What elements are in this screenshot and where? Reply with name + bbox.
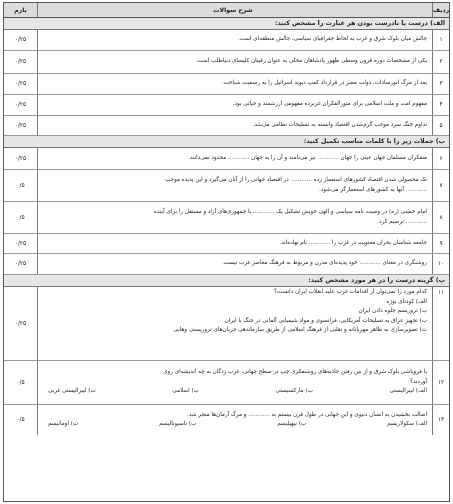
question-number: ۸ [432,202,449,233]
question-row [4,405,449,435]
header-row-number: ردیف [432,3,449,17]
question-number: ۱۰ [432,254,449,274]
statement: تداوم جنگ سرد موجب گرم‌شدن اقتصاد وابسته به تسلیحات نظامی می‌شد. [252,121,427,128]
question-text [37,30,432,50]
options [42,387,427,397]
statement: یکی از مشخصات دوره قرون وسطی ظهور پادشاهان محلی به عنوان رقیبان کلیسای دنیاطلب است. [195,58,427,65]
sentence-line: ............ ترسیم کرد. [377,218,427,225]
question-score: ۰/۲۵ [14,122,27,129]
option-c[interactable]: ب) اسلامی [172,388,199,395]
question-text [37,361,432,404]
question-number: ۱۳ [432,405,449,435]
question-score: ۰/۵ [16,182,25,189]
question-stem: با فروپاشی بلوک شرق و از بین رفتن جاذبه‌های روشنفکری چپ در سطح جهانی، غرب زدگان به چه اندیشه‌ای روی [163,369,427,376]
question-row [4,148,449,170]
question-text [37,287,432,360]
question-number: ۳ [432,74,449,94]
statement: بعد از مرگ انورسادات، دولت مصر در قرارداد کمپ دیوید اسرائیل را به رسمیت شناخت. [221,80,427,87]
option-d[interactable]: ت) تصویرسازی به ظاهر مهربانانه و نقلبی از فرهنگ اسلامی از طریق سازماندهی جریان‌های تروریستی وهابی [173,327,427,333]
question-row [4,361,449,405]
question-score: ۰/۲۵ [14,320,27,327]
sentence-line: ............ آنها به کشورهای استعمارگر می‌شود. [319,186,427,193]
question-row [4,51,449,74]
exam-sheet [3,2,450,502]
section-b-rows [4,148,449,275]
sentence-line: جامعه شناسان بحران معنویت در غرب را ............ نام نهاده‌اند. [279,239,427,246]
question-number: ۶ [432,148,449,169]
question-text [37,74,432,94]
question-score: ۰/۲۵ [14,59,27,65]
question-text [37,405,432,435]
question-score: ۰/۵ [16,214,25,221]
statement: مفهوم امت و ملت اسلامی برای منورالفکران غربزده مفهومی ارزشمند و حیاتی بود. [232,101,427,108]
question-row [4,234,449,254]
question-number: ۹ [432,234,449,253]
option-a[interactable]: الف) سکولاریسم [387,421,427,427]
question-text [37,116,432,135]
question-score: ۰/۲۵ [14,155,27,162]
question-score: ۰/۲۵ [14,37,27,43]
question-number: ۱ [432,30,449,50]
question-row [4,95,449,116]
question-number: ۲ [432,51,449,73]
sentence-line: روشنگری در معنای ............ خود پدیده‌ای مدرن و مربوط به فرهنگ معاصر غرب نیست. [221,260,427,267]
question-row [4,254,449,275]
options [42,420,427,430]
question-row [4,170,449,202]
question-text [37,254,432,274]
option-b[interactable]: ب) مارکسیستی [275,388,313,395]
question-score: ۰/۲۵ [14,261,27,267]
question-stem: کدام مورد را نمی‌توان از اقدامات غرب علیه انقلاب ایران دانست؟ [274,289,427,295]
question-score: ۰/۲۵ [14,102,27,108]
question-stem: اصالت بخشیدن به انسان دنیوی و این جهانی در طول قرن بیستم به ............ و مرگ آرمان‌ها منجر شد. [187,411,427,418]
question-row [4,287,449,361]
option-b[interactable]: ب) تروریسم جلوه دادن ایران [358,308,427,314]
question-score: ۰/۵ [16,417,25,423]
question-score: ۰/۵ [16,379,25,386]
table-header [4,3,449,18]
section-c-title: پ) گزینه درست را در هر مورد مشخص کنید: [4,275,449,287]
question-number: ۴ [432,95,449,115]
question-row [4,116,449,136]
question-stem-cont: آوردند؟ [410,378,427,385]
header-score: بارم [14,6,27,14]
section-b-title: ب) جملات زیر را با کلمات مناسب تکمیل کنید: [4,136,449,148]
option-d[interactable]: ت) اومانیسم [48,421,79,427]
question-row [4,202,449,234]
sentence-line: متفکران مسلمان جهان عینی را جهان ............ نیز می‌نامند و آن را به جهان ............ محدود نمی‌دانند. [188,154,427,161]
question-row [4,74,449,95]
question-row [4,30,449,51]
question-score: ۰/۲۵ [14,81,27,87]
question-text [37,51,432,73]
question-score: ۰/۲۵ [14,240,27,247]
header-questions: شرح سوالات [37,3,432,17]
question-number: ۱۱ [432,287,449,360]
question-text [37,148,432,169]
option-b[interactable]: ب) نیهیلیسم [277,421,307,427]
option-a[interactable]: الف) لیبرالیستی [389,388,427,395]
section-a-rows [4,30,449,136]
option-c[interactable]: ب) ناسیونالیسم [159,421,197,427]
section-a-title: الف) درست یا نادرست بودن هر عبارت را مشخص کنید: [4,18,449,30]
sentence-line: امام خمینی (ره) در وصیت نامه سیاسی و الهی خویش تشکیل یک ............ با جمهوری‌های آزاد و مستقل را برای آینده [154,209,427,215]
sentence-line: تک محصولی شدن اقتصاد کشورهای استعمار زده ............ در اقتصاد جهانی را از آنان می‌گیرد و این پدیده موجب [165,177,427,183]
question-number: ۵ [432,116,449,135]
question-text [37,170,432,201]
question-number: ۷ [432,170,449,201]
question-text [37,234,432,253]
option-d[interactable]: ت) لیبرالیستی غربی [48,388,96,395]
question-text [37,202,432,233]
statement: جالش میان بلوک شرق و غرب به لحاظ جغرافیای سیاسی، جالش منطقه‌ای است. [238,36,427,43]
question-number: ۱۲ [432,361,449,404]
question-text [37,95,432,115]
option-a[interactable]: الف) کودتای نوژه [386,298,427,305]
option-c[interactable]: ب) تجهیز عراق به تسلیحات آمریکایی، فرانسوی و مواد شیمیایی آلمانی در جنگ با ایران [224,317,427,324]
